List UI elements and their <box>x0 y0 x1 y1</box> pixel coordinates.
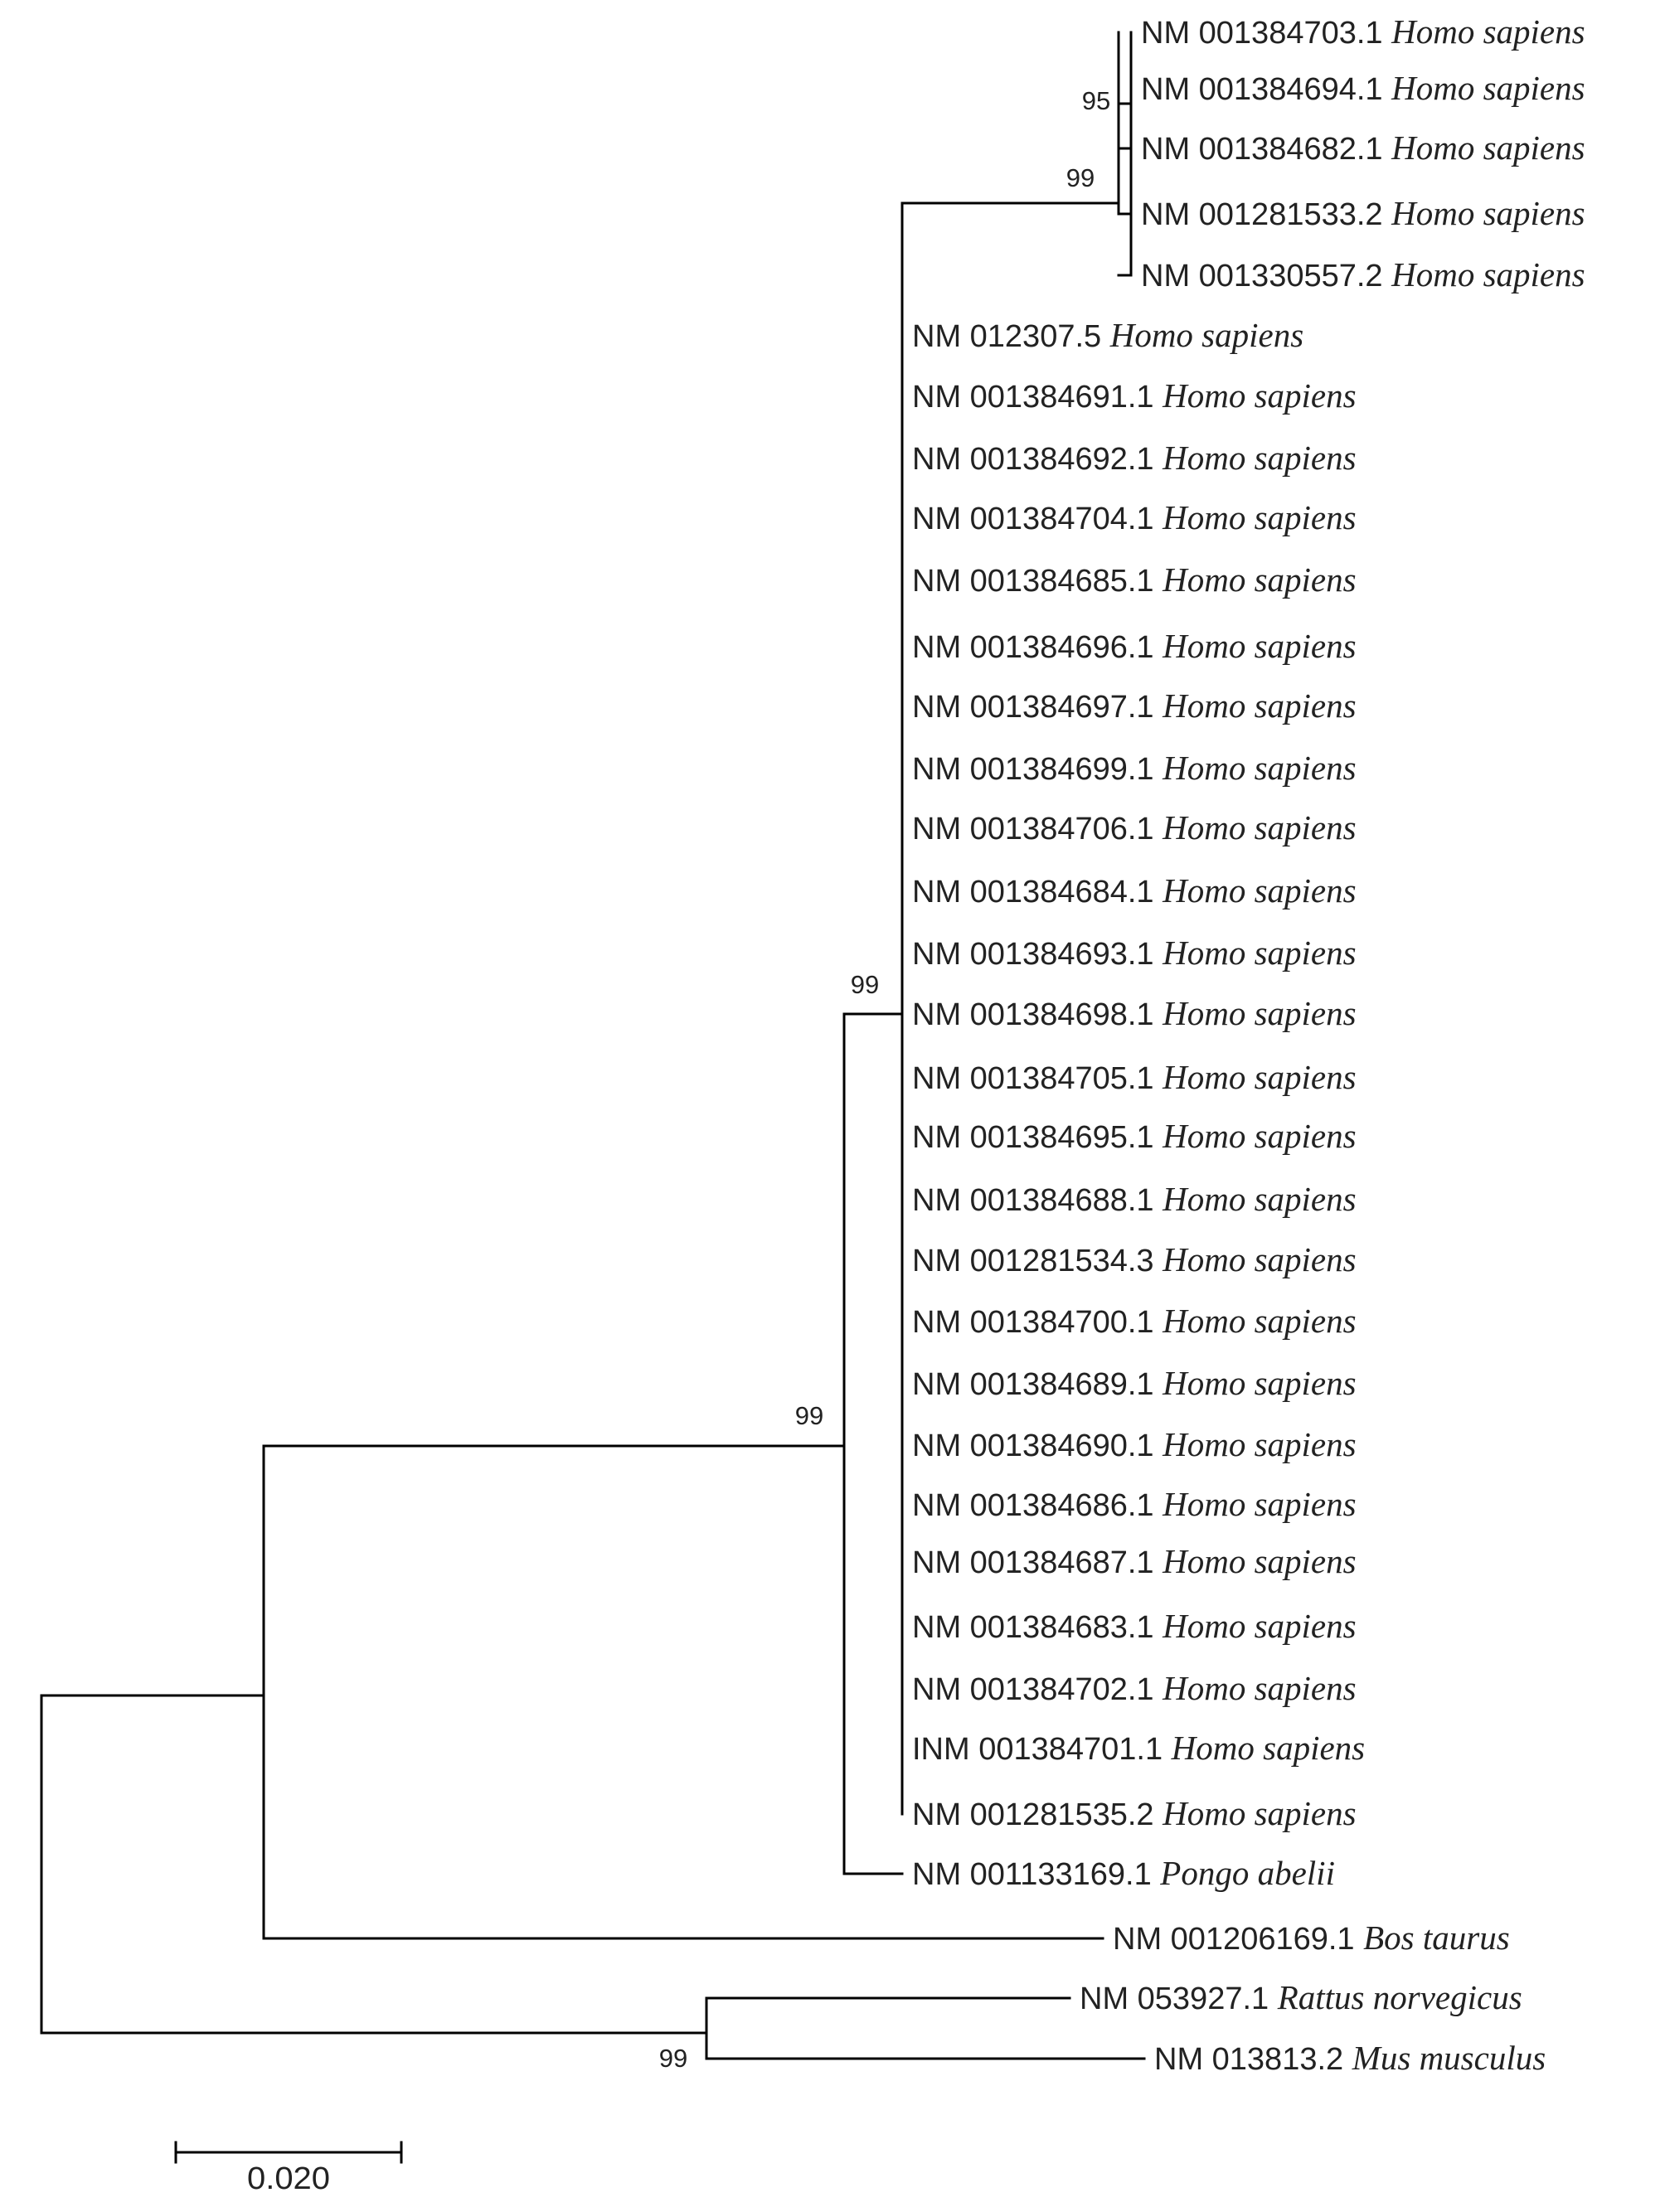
leaf-accession: NM 001281534.3 <box>912 1244 1163 1278</box>
leaf-label <box>1141 255 1585 293</box>
leaf-label <box>912 498 1357 536</box>
leaf-accession: NM 001384692.1 <box>912 442 1163 477</box>
leaf-label <box>912 1794 1357 1832</box>
leaf-label <box>912 871 1357 910</box>
leaf-accession: NM 001384706.1 <box>912 812 1163 846</box>
leaf-label <box>912 808 1357 846</box>
leaf-species: Homo sapiens <box>1163 1542 1357 1580</box>
leaf-label <box>912 1607 1357 1645</box>
leaf-accession: NM 001281535.2 <box>912 1797 1163 1832</box>
leaf-species: Homo sapiens <box>1163 994 1357 1032</box>
leaf-species: Homo sapiens <box>1171 1729 1366 1767</box>
leaf-accession: NM 001384696.1 <box>912 630 1163 665</box>
leaf-species: Rattus norvegicus <box>1277 1978 1522 2016</box>
leaf-label <box>912 1180 1357 1218</box>
leaf-accession: NM 012307.5 <box>912 319 1110 354</box>
leaf-species: Homo sapiens <box>1163 686 1357 725</box>
leaf-species: Homo sapiens <box>1163 1607 1357 1645</box>
leaf-label <box>912 934 1357 972</box>
leaf-label <box>912 627 1357 665</box>
leaf-species: Homo sapiens <box>1163 1240 1357 1278</box>
leaf-accession: NM 001330557.2 <box>1141 259 1392 293</box>
leaf-accession: NM 001384703.1 <box>1141 16 1392 51</box>
bootstrap-value: 99 <box>658 2044 688 2073</box>
leaf-label <box>912 1364 1357 1402</box>
leaf-accession: NM 001384698.1 <box>912 997 1163 1032</box>
leaf-accession: NM 001384705.1 <box>912 1061 1163 1096</box>
leaf-species: Homo sapiens <box>1391 194 1585 232</box>
leaf-species: Homo sapiens <box>1391 69 1585 107</box>
leaf-species: Homo sapiens <box>1163 1425 1357 1463</box>
leaf-species: Homo sapiens <box>1163 1794 1357 1832</box>
leaf-species: Homo sapiens <box>1109 316 1304 354</box>
leaf-species: Homo sapiens <box>1391 12 1585 51</box>
leaf-accession: NM 001384697.1 <box>912 690 1163 725</box>
leaf-accession: NM 001384700.1 <box>912 1305 1163 1340</box>
scale-bar <box>176 2142 401 2196</box>
leaf-accession: NM 001384687.1 <box>912 1545 1163 1580</box>
bootstrap-value: 99 <box>794 1401 824 1430</box>
leaf-species: Homo sapiens <box>1163 498 1357 536</box>
leaf-species: Homo sapiens <box>1163 1364 1357 1402</box>
leaf-label <box>912 1058 1357 1096</box>
leaf-label <box>912 994 1357 1032</box>
leaf-label <box>912 749 1357 787</box>
leaf-species: Homo sapiens <box>1163 1180 1357 1218</box>
leaf-accession: INM 001384701.1 <box>912 1732 1172 1767</box>
leaf-label <box>1113 1919 1510 1957</box>
leaf-label <box>912 316 1303 354</box>
bootstrap-value: 99 <box>850 970 880 999</box>
leaf-accession: NM 001384688.1 <box>912 1183 1163 1218</box>
leaf-species: Homo sapiens <box>1391 255 1585 293</box>
leaf-accession: NM 001384699.1 <box>912 752 1163 787</box>
leaf-species: Homo sapiens <box>1163 1058 1357 1096</box>
leaf-accession: NM 001384693.1 <box>912 937 1163 972</box>
leaf-label <box>912 1302 1357 1340</box>
leaf-species: Homo sapiens <box>1163 871 1357 910</box>
leaf-label <box>912 1485 1357 1523</box>
leaf-species: Homo sapiens <box>1163 376 1357 415</box>
leaf-accession: NM 001384686.1 <box>912 1488 1163 1523</box>
leaf-label <box>912 1854 1335 1892</box>
leaf-labels <box>912 12 1585 2077</box>
leaf-species: Homo sapiens <box>1391 129 1585 167</box>
bootstrap-value: 95 <box>1081 86 1111 115</box>
leaf-species: Homo sapiens <box>1163 808 1357 846</box>
leaf-label <box>912 376 1357 415</box>
leaf-accession: NM 053927.1 <box>1080 1982 1278 2016</box>
leaf-accession: NM 001206169.1 <box>1113 1922 1364 1957</box>
leaf-accession: NM 001384690.1 <box>912 1429 1163 1463</box>
leaf-species: Mus musculus <box>1352 2039 1546 2077</box>
leaf-species: Homo sapiens <box>1163 1669 1357 1707</box>
leaf-label <box>1141 129 1585 167</box>
leaf-accession: NM 001281533.2 <box>1141 197 1392 232</box>
leaf-label <box>1141 194 1585 232</box>
leaf-accession: NM 001384682.1 <box>1141 132 1392 167</box>
leaf-label <box>912 560 1357 599</box>
leaf-label <box>912 1729 1365 1767</box>
leaf-species: Homo sapiens <box>1163 560 1357 599</box>
leaf-accession: NM 001384684.1 <box>912 875 1163 910</box>
leaf-accession: NM 001133169.1 <box>912 1857 1161 1892</box>
leaf-label <box>912 1240 1357 1278</box>
leaf-label <box>1080 1978 1522 2016</box>
leaf-species: Homo sapiens <box>1163 627 1357 665</box>
leaf-label <box>1141 12 1585 51</box>
scale-bar-label: 0.020 <box>247 2161 330 2196</box>
leaf-species: Pongo abelii <box>1160 1854 1335 1892</box>
leaf-accession: NM 013813.2 <box>1154 2042 1352 2077</box>
leaf-accession: NM 001384683.1 <box>912 1610 1163 1645</box>
bootstrap-value: 99 <box>1066 163 1095 192</box>
leaf-accession: NM 001384704.1 <box>912 502 1163 536</box>
leaf-species: Bos taurus <box>1363 1919 1510 1957</box>
leaf-species: Homo sapiens <box>1163 1485 1357 1523</box>
leaf-accession: NM 001384702.1 <box>912 1672 1163 1707</box>
leaf-species: Homo sapiens <box>1163 934 1357 972</box>
leaf-label <box>912 1542 1357 1580</box>
leaf-accession: NM 001384694.1 <box>1141 72 1392 107</box>
leaf-species: Homo sapiens <box>1163 749 1357 787</box>
leaf-label <box>912 1425 1357 1463</box>
leaf-species: Homo sapiens <box>1163 439 1357 477</box>
leaf-accession: NM 001384689.1 <box>912 1367 1163 1402</box>
leaf-label <box>912 1117 1357 1155</box>
leaf-accession: NM 001384691.1 <box>912 380 1163 415</box>
leaf-label <box>912 686 1357 725</box>
leaf-species: Homo sapiens <box>1163 1302 1357 1340</box>
leaf-species: Homo sapiens <box>1163 1117 1357 1155</box>
leaf-accession: NM 001384695.1 <box>912 1120 1163 1155</box>
leaf-label <box>912 439 1357 477</box>
leaf-accession: NM 001384685.1 <box>912 564 1163 599</box>
leaf-label <box>1141 69 1585 107</box>
leaf-label <box>912 1669 1357 1707</box>
leaf-label <box>1154 2039 1546 2077</box>
